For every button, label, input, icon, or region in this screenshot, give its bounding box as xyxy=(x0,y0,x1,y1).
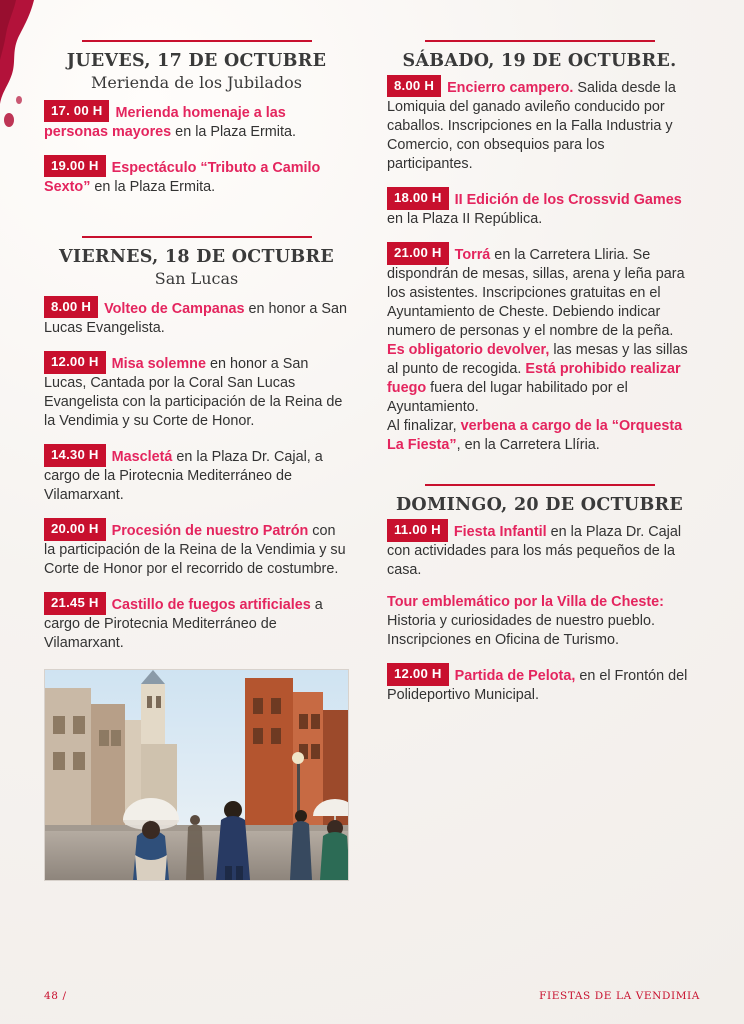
event-text: Salida desde la Lomiquia del ganado avileño conducido por caballos. Inscripciones en la Falla Industria y Comercio, con obsequios para los participantes. xyxy=(387,80,676,173)
title-rule xyxy=(425,40,655,42)
page-number: 48 / xyxy=(44,990,67,1002)
event-highlight: Encierro campero. xyxy=(447,80,574,96)
event-highlight-3: Está prohibido realizar fuego xyxy=(387,361,681,397)
two-column-layout xyxy=(44,40,700,881)
day-subtitle: San Lucas xyxy=(154,269,239,289)
event-item xyxy=(44,155,349,197)
event-highlight: II Edición de los Crossvid Games xyxy=(454,192,682,209)
event-text: en la Carretera Lliria. Se dispondrán de mesas, sillas, arena y leña para los asistentes. Inscripciones gratuitas en el Ayuntamiento de Cheste. Debiendo indicar numero de personas y el nombre de la peña. xyxy=(387,247,685,340)
event-item xyxy=(44,518,349,579)
event-item xyxy=(44,100,349,142)
publication-name: FIESTAS DE LA VENDIMIA xyxy=(539,990,700,1002)
event-item xyxy=(44,351,349,431)
event-item xyxy=(44,444,349,505)
event-text: en honor a San Lucas Evangelista. xyxy=(44,301,347,337)
event-highlight-4: verbena a cargo de la “Orquesta La Fiesta” xyxy=(387,418,683,454)
title-rule xyxy=(82,236,312,238)
day-header-friday xyxy=(44,236,349,288)
event-text: en honor a San Lucas, Cantada por la Coral San Lucas Evangelista con la participación de la Reina de la Vendimia y su Corte de Honor. xyxy=(44,356,343,430)
event-text-4: Al finalizar, xyxy=(387,418,461,435)
event-time-badge: 14.30 H xyxy=(44,444,106,466)
event-item xyxy=(387,519,692,580)
day-title: SÁBADO, 19 DE OCTUBRE. xyxy=(402,51,677,71)
event-highlight: Volteo de Campanas xyxy=(104,301,245,318)
right-column xyxy=(387,40,692,718)
event-text: con la participación de la Reina de la Vendimia y su Corte de Honor por el recorrido de costumbre. xyxy=(44,523,346,578)
event-time-badge: 20.00 H xyxy=(44,518,106,540)
event-text: a cargo de Pirotecnia Mediterráneo de Vilamarxant. xyxy=(44,597,323,652)
event-time-badge: 11.00 H xyxy=(387,519,448,541)
event-highlight: Tour emblemático por la Villa de Cheste: xyxy=(387,594,664,611)
event-time-badge: 8.00 H xyxy=(387,75,441,97)
event-highlight-2: Es obligatorio devolver, xyxy=(387,342,550,359)
title-rule xyxy=(82,40,312,42)
procession-photo xyxy=(44,669,349,881)
event-item xyxy=(387,242,692,455)
event-highlight: Espectáculo “Tributo a Camilo Sexto” xyxy=(44,160,321,196)
event-item xyxy=(387,593,692,650)
event-highlight: Partida de Pelota, xyxy=(454,668,576,685)
event-text-5: , en la Carretera Llíria. xyxy=(456,437,600,454)
title-rule xyxy=(425,484,655,486)
event-highlight: Castillo de fuegos artificiales xyxy=(111,597,311,614)
event-highlight: Mascletá xyxy=(111,449,173,466)
event-text: en el Frontón del Polideportivo Municipal. xyxy=(387,668,688,704)
event-text: en la Plaza Dr. Cajal con actividades para los más pequeños de la casa. xyxy=(387,524,682,579)
event-time-badge: 21.45 H xyxy=(44,592,106,614)
day-title: VIERNES, 18 DE OCTUBRE xyxy=(59,247,334,268)
event-text: en la Plaza Ermita. xyxy=(171,124,296,141)
event-item xyxy=(387,75,692,174)
event-text: en la Plaza Dr. Cajal, a cargo de la Pirotecnia Mediterráneo de Vilamarxant. xyxy=(44,449,323,504)
event-highlight: Merienda homenaje a las personas mayores xyxy=(44,105,286,141)
event-highlight: Fiesta Infantil xyxy=(453,524,547,541)
event-time-badge: 12.00 H xyxy=(44,351,106,373)
day-header-saturday xyxy=(387,40,692,71)
day-header-sunday xyxy=(387,484,692,515)
event-item xyxy=(44,592,349,653)
event-item xyxy=(44,296,349,338)
event-item xyxy=(387,187,692,229)
event-text-3: fuera del lugar habilitado por el Ayuntamiento. xyxy=(387,380,628,416)
event-time-badge: 8.00 H xyxy=(44,296,98,318)
event-text-2: las mesas y las sillas al punto de recogida. xyxy=(387,342,688,378)
event-highlight: Procesión de nuestro Patrón xyxy=(111,523,309,540)
event-text: Historia y curiosidades de nuestro pueblo. Inscripciones en Oficina de Turismo. xyxy=(387,613,655,649)
event-highlight: Torrá xyxy=(454,247,491,264)
day-header-thursday xyxy=(44,40,349,92)
left-column xyxy=(44,40,349,881)
event-time-badge: 12.00 H xyxy=(387,663,449,685)
event-time-badge: 17. 00 H xyxy=(44,100,109,122)
event-text: en la Plaza II República. xyxy=(387,211,543,228)
day-subtitle: Merienda de los Jubilados xyxy=(91,73,302,92)
event-time-badge: 21.00 H xyxy=(387,242,449,264)
event-time-badge: 19.00 H xyxy=(44,155,106,177)
event-item xyxy=(387,663,692,705)
event-text: en la Plaza Ermita. xyxy=(90,179,216,196)
event-time-badge: 18.00 H xyxy=(387,187,449,209)
day-title: DOMINGO, 20 DE OCTUBRE xyxy=(395,495,684,516)
event-highlight: Misa solemne xyxy=(111,356,206,373)
page-footer xyxy=(44,990,700,1002)
day-title: JUEVES, 17 DE OCTUBRE xyxy=(66,51,327,71)
